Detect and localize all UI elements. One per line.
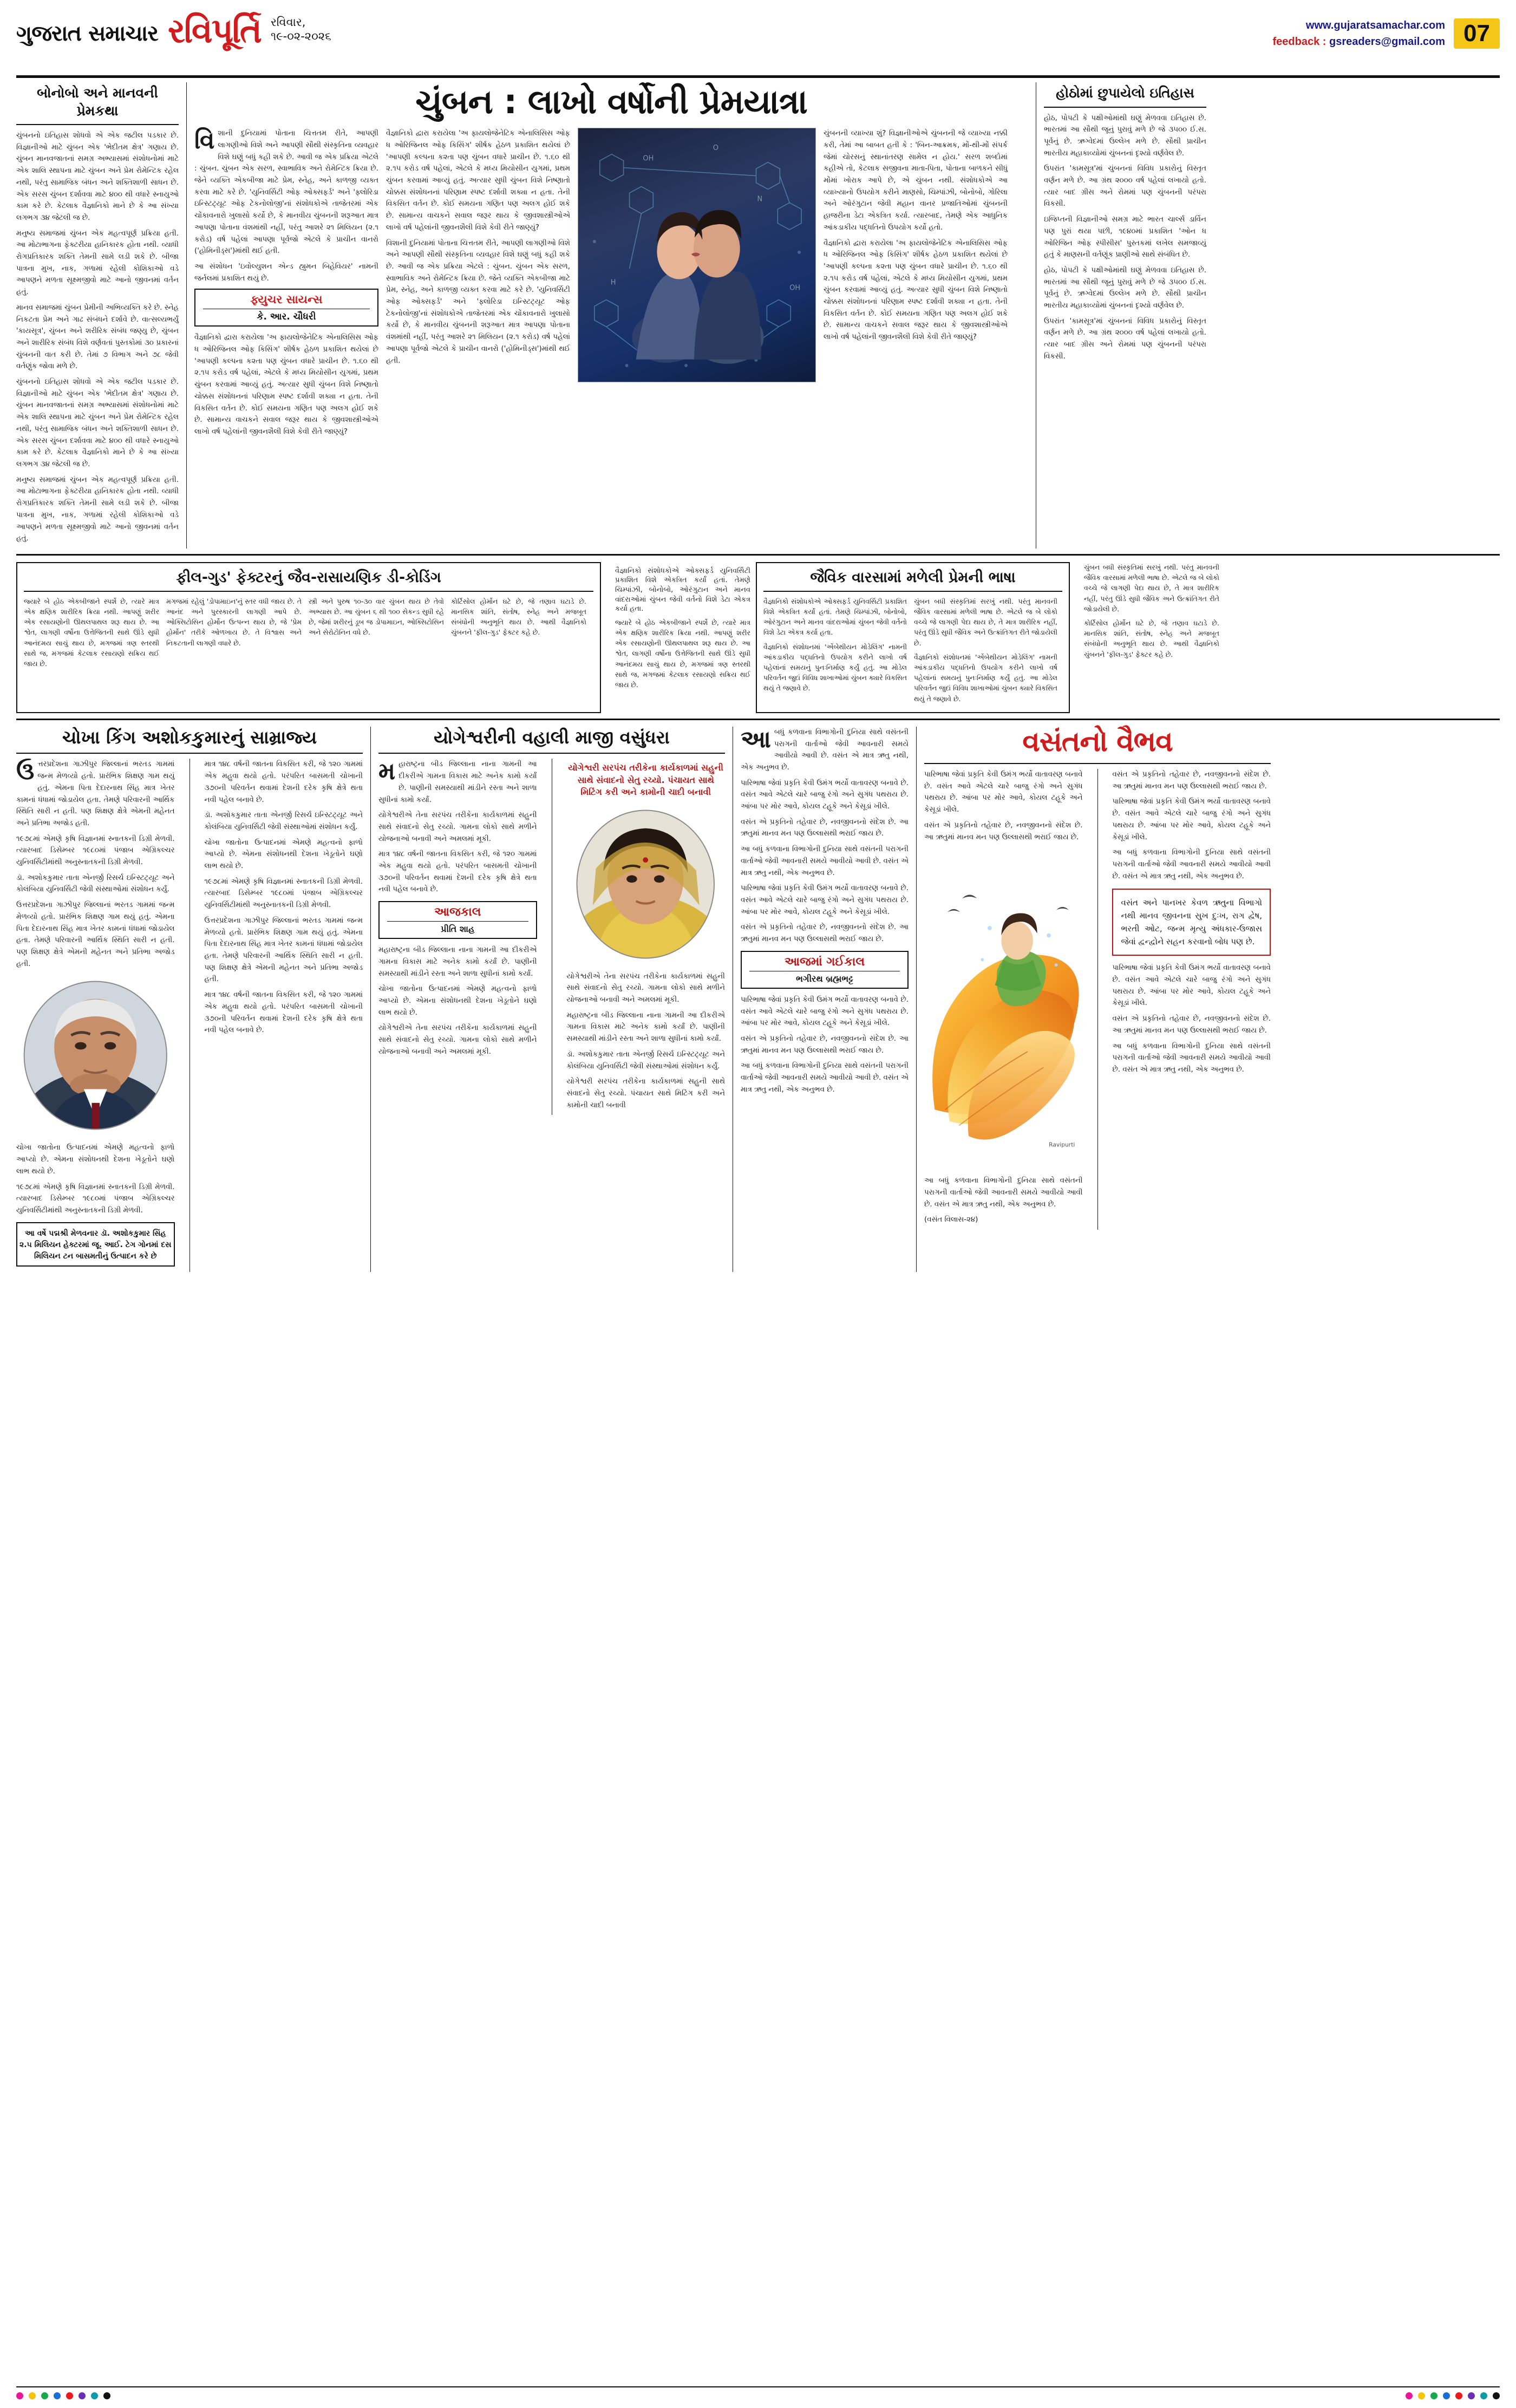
lower-continuation-body (741, 727, 909, 945)
paragraph: આ બધું કળવાના વિભાગોની દુનિયા સાથે વસંતની પરાગની વાર્તાઓ જેવી આવનારી સમયે આવીયો આવી છે. વસંત એ માત્ર ઋતુ નથી, એક અનુભવ છે. (924, 1177, 1083, 1209)
center-columns (194, 128, 1028, 441)
paragraph: પારિભાષા જેવાં પ્રકૃતિ કેવી ઉમંગ ભર્યો વાતાવરણ બનાવે છે. વસંત આવે એટલે ચારે બાજુ રંગો અને સુગંધ પથરાય છે. આંબા પર મોર આવે, કોયલ ટહૂકે અને કેસૂડાં ખીલે. (741, 779, 909, 811)
svg-text:N: N (757, 195, 763, 204)
right-article-headline: હોઠોમાં છુપાયેલો ઇતિહાસ (1044, 82, 1206, 108)
masthead-contact (1273, 17, 1446, 50)
center-photo-column (578, 128, 816, 441)
article-yogeshwari (378, 727, 725, 1272)
rice-king-columns (16, 759, 363, 1271)
portrait-graphic (16, 974, 175, 1137)
paragraph: આ બધું કળવાના વિભાગોની દુનિયા સાથે વસંતની પરાગની વાર્તાઓ જેવી આવનારી સમયે આવીયો આવી છે. વસંત એ માત્ર ઋતુ નથી, એક અનુભવ છે. (1112, 1042, 1271, 1074)
yogeshwari-body-2 (378, 944, 537, 1058)
paragraph: પારિભાષા જેવાં પ્રકૃતિ કેવી ઉમંગ ભર્યો વાતાવરણ બનાવે છે. વસંત આવે એટલે ચારે બાજુ રંગો અને સુગંધ પથરાય છે. આંબા પર મોર આવે, કોયલ ટહૂકે અને કેસૂડાં ખીલે. (741, 995, 909, 1028)
article-vasant (924, 727, 1271, 1272)
color-dot-purple (79, 2392, 86, 2399)
birds (948, 895, 1069, 912)
spacer (1070, 562, 1079, 713)
paragraph: ઉત્તરપ્રદેશના ગાઝીપુર જિલ્લાનાં ભરતડ ગામમાં જન્મ મેળવ્યો હતો. પ્રારંભિક શિક્ષણ ગામ થયું હતું. એમના પિતા દેદારનાથ સિંહ માત્ર ખેતર કામનાં ધંધામાં જોડાયેલ હતા. તેમણે પરિવારની આર્થિક સ્થિતિ સારી ન હતી. પણ શિક્ષણ ક્ષેત્રે એમની મહેનત અને પ્રતિભા અજોડ હતી. (204, 916, 363, 984)
center-col1-body-cont (194, 332, 378, 438)
color-dot-yellow (29, 2392, 36, 2399)
center-column-3 (824, 128, 1008, 441)
publication-logo: ગુજરાત સમાચાર (16, 21, 158, 46)
portrait-graphic (566, 803, 725, 965)
color-dot-red-2 (1455, 2392, 1462, 2399)
paragraph: મહારાષ્ટ્રના બીડ જિલ્લાના નાના ગામની આ દીકરીએ ગામના વિકાસ માટે અનેક કામો કર્યાં છે. પાણીની સમસ્યાથી માંડીને રસ્તા અને શાળા સુધીનાં કામો કર્યાં. (378, 946, 537, 978)
paragraph: સ્ત્રી અને પુરુષ ૧૦-૩૦ વાર ચુંબન થાય છે તેવો અભ્યાસ છે. આ ચુંબન ૬ થી ૧૦૦ સેકન્ડ સુધી રહે છે, જેમાં શરીરનું ડૂબ જ ડોપામાઇન, ઓક્સિટોસિન અને સેરોટોનિન વધે છે. (309, 597, 444, 637)
paragraph: ચોખા જાતોના ઉત્પાદનમાં એમણે મહત્વનો ફાળો આપ્યો છે. એમના સંશોધનથી દેશના ખેડૂતોને ઘણો લાભ થયો છે. (378, 985, 537, 1017)
paragraph: ઉત્તરપ્રદેશના ગાઝીપુર જિલ્લાનાં ભરતડ ગામમાં જન્મ મેળવ્યો હતો. પ્રારંભિક શિક્ષણ ગામ થયું હતું. એમના પિતા દેદારનાથ સિંહ માત્ર ખેતર કામનાં ધંધામાં જોડાયેલ હતા. તેમણે પરિવારની આર્થિક સ્થિતિ સારી ન હતી. પણ શિક્ષણ ક્ષેત્રે એમની મહેનત અને પ્રતિભા અજોડ હતી. (16, 901, 175, 968)
masthead (16, 11, 1500, 78)
genetic-col-1 (763, 596, 907, 708)
main-headline: ચુંબન : લાખો વર્ષોની પ્રેમયાત્રા (415, 82, 807, 121)
paragraph: આ બધું કળવાના વિભાગોની દુનિયા સાથે વસંતની પરાગની વાર્તાઓ જેવી આવનારી સમયે આવીયો આવી છે. વસંત એ માત્ર ઋતુ નથી, એક અનુભવ છે. (741, 845, 909, 877)
vasant-illustration (924, 847, 1083, 1172)
top-section (16, 82, 1500, 556)
paragraph: વૈજ્ઞાનિકો દ્વારા કરાયેલા 'અ ફાયલોજેનેટિક એનાલિસિસ ઓફ ધ ઓરિજિનલ ઓફ કિસિંગ' શીર્ષક હેઠળ પ્રકાશિત થયેલાં છે 'આપણી કલ્પના ક૨તા પણ ચુંબન વધારે પ્રાચીન છે. ૧.૬૦ થી ૨.૧૫ કરોડ વર્ષ પહેલાં, એટલે કે મધ્ય મિયોસીન યુગમાં, પ્રથમ ચુંબન કરવામાં આવ્યું હતું. અત્યાર સુધી ચુંબન વિશે નિષ્ણાતો ચોક્કસ સંશોધનનાં પરિણામ સ્પષ્ટ દર્શાવી શક્યા ન હતા. તેની વિકસિત વર્તન છે. કોઈ સમયના ગણિત પણ અલગ હોઈ શકે છે. સામાન્ય વાચકને સવાલ જરૂર થાય કે જીવશાસ્ત્રીઓએ લાખો વર્ષ પહેલાંની જીવનશૈલી વિશે કેવી રીતે જાણ્યું? (824, 239, 1008, 342)
color-dot-cyan-2 (1480, 2392, 1487, 2399)
center-article (194, 82, 1028, 549)
vasant-body-3 (1112, 769, 1271, 882)
vasant-body-1 (924, 769, 1083, 843)
yogeshwari-col-1 (378, 759, 537, 1115)
vasant-body-4 (1112, 962, 1271, 1075)
column-divider (916, 727, 917, 1272)
center-col3-body (824, 128, 1008, 343)
rice-king-col-2 (204, 759, 363, 1271)
paragraph: વિશાની દુનિયામાં પોતાના ચિત્તતમ રીતે, આપણી લાગણીઓ વિશે અને આપણી સૌથી સંસ્કૃતિના વ્યવહાર વિશે ઘણું બધું કહી શકે છે. આવી જ એક પ્રક્રિયા એટલે : ચુંબન. ચુંબન એક સરળ, સ્વાભાવિક અને રોમેન્ટિક ક્રિયા છે. જેને વ્યક્તિ એકબીજા માટે પ્રેમ, સ્નેહ, અને કાળજી વ્યક્ત કરવા માટે કરે છે. 'યુનિવર્સિટી ઓફ ઓક્સફર્ડ' અને 'ફ્લોરિડા ઇન્સ્ટિટ્યૂટ ઓફ ટેકનોલોજી'નાં સંશોધકોએ તાજેતરમાં એક ચોંકાવનારો ખુલાસો કર્યો છે, કે માનવીય ચુંબનની શરૂઆત માત્ર આપણા પોતાના વંશમાંથી નહીં, પરંતુ આશરે ૨૧ મિલિયન (૨.૧ કરોડ) વર્ષ પહેલાં આપણા પૂર્વજો એટલે કે પ્રાચીન વાનરો ('હોમિનીડ્સ')માંથી થઈ હતી. (194, 127, 378, 256)
genetic-language-headline: જૈવિક વારસામાં મળેલી પ્રેમની ભાષા (763, 569, 1062, 592)
paragraph: વસંત એ પ્રકૃતિનો તહેવાર છે, નવજીવનનો સંદેશ છે. આ ઋતુમાં માનવ મન પણ ઉલ્લાસથી ભરાઈ જાય છે. (924, 821, 1083, 841)
issue-day: રવિવાર, (270, 15, 306, 29)
paragraph: આ બધું કળવાના વિભાગોની દુનિયા સાથે વસંતની પરાગની વાર્તાઓ જેવી આવનારી સમયે આવીયો આવી છે. વસંત એ માત્ર ઋતુ નથી, એક અનુભવ છે. (1112, 849, 1271, 880)
byline-box (194, 289, 378, 327)
lower-section (16, 727, 1500, 1272)
genetic-language-box (756, 562, 1070, 713)
paragraph: વૈજ્ઞાનિકો દ્વારા કરાયેલા 'અ ફાયલોજેનેટિક એનાલિસિસ ઓફ ધ ઓરિજિનલ ઓફ કિસિંગ' શીર્ષક હેઠળ પ્રકાશિત થયેલાં છે 'આપણી કલ્પના ક૨તા પણ ચુંબન વધારે પ્રાચીન છે. ૧.૬૦ થી ૨.૧૫ કરોડ વર્ષ પહેલાં, એટલે કે મધ્ય મિયોસીન યુગમાં, પ્રથમ ચુંબન કરવામાં આવ્યું હતું. અત્યાર સુધી ચુંબન વિશે નિષ્ણાતો ચોક્કસ સંશોધનનાં પરિણામ સ્પષ્ટ દર્શાવી શક્યા ન હતા. તેની વિકસિત વર્તન છે. કોઈ સમયના ગણિત પણ અલગ હોઈ શકે છે. સામાન્ય વાચકને સવાલ જરૂર થાય કે જીવશાસ્ત્રીઓએ લાખો વર્ષ પહેલાંની જીવનશૈલી વિશે કેવી રીતે જાણ્યું? (386, 129, 570, 232)
paragraph: ચુંબનનો ઇતિહાસ શોધવો એ એક જટીલ પડકાર છે. વિજ્ઞાનીઓ માટે ચુંબન એક 'ભેદીતમ ક્ષેત્ર' ગણાય છે. ચુંબન માનવજાતનાં સમગ્ર અભ્યાસમાં સંશોધનોમાં માટે એક શાલિ સ્થાપના માટે ચુંબન અને પ્રેમ રોમેન્ટિક રહેલ નથી, પરંતુ સામાજિક બંધન અને શક્તિશાળી સાધન છે. એક સરસ ચુંબન દર્શાવવા માટે ૪૦૦ થી વધારે સ્નાયુઓ કામ કરે છે. કેટલાક વૈજ્ઞાનિકો માને છે કે આ સંખ્યા લગભગ ૩૪ જેટલી જ છે. (16, 132, 179, 222)
mid-strip (16, 562, 1500, 720)
paragraph: મનુષ્ય સમાજમાં ચુંબન એક મહત્વપૂર્ણ પ્રક્રિયા હતી. આ મોટાભાગના ફેક્ટરીયા હાનિકારક હોતા નથી. વ્યાધી રોગપ્રતિકારક શક્તિ તેમની સામે લડી શકે છે. બીજા પાત્રના મુખ, નાક, ગળામાં રહેલી કોશિકાઓ વડે આપણને મળતા સૂક્ષ્મજીવો માટે આનો જીવનમાં વર્તન હતું. (16, 475, 179, 543)
paragraph: ૧૯૭૮માં એમણે કૃષિ વિજ્ઞાનમાં સ્નાતકની ડિગ્રી મેળવી. ત્યારબાદ ડિસેમ્બર ૧૯૮૦માં પંજાબ એગ્રિકલ્ચર યુનિવર્સિટીમાંથી અનુસ્નાતકની ડિગ્રી મેળવી. (16, 834, 175, 867)
paragraph: ૧૯૭૮માં એમણે કૃષિ વિજ્ઞાનમાં સ્નાતકની ડિગ્રી મેળવી. ત્યારબાદ ડિસેમ્બર ૧૯૮૦માં પંજાબ એગ્રિકલ્ચર યુનિવર્સિટીમાંથી અનુસ્નાતકની ડિગ્રી મેળવી. (16, 1183, 175, 1215)
paragraph: વૈજ્ઞાનિકો સંશોધનમાં 'એંબેથીયન મોડેલિંગ' નામની આંકડાકીય પદ્ધતિનો ઉપયોગ કરીને લાખો વર્ષ પહેલાંનાં સમયનું પુનઃનિર્માણ કર્યું હતું. આ મોડેલ પરિવર્તન જુદાં વિવિધ શાખાઓમાં ચુંબન ક્યારે વિકસિત થયું તે જણાવે છે. (763, 642, 907, 693)
award-caption: આ વર્ષે પદ્મશ્રી મેળવનાર ડૉ. અશોકકુમાર સિંહ ૨.૫ મિલિયન હેક્ટરમાં જૂ. આઈ. ટેગ ગોનમાં દસ મિલિયન ટન બાસમતીનું ઉત્પાદન કરે છે (19, 1229, 172, 1261)
masthead-left (16, 11, 331, 50)
paragraph: હોઠ, પોપટી કે પક્ષીઓમાંથી ઘણું મેળવવા ઇતિહાસ છે. ભારતમાં આ સૌથી જૂનું પુરાવું મળે છે જે ૩૫૦૦ ઈ.સ. પૂર્વનું છે. ઋગ્વેદમાં ઉલ્લેખ મળે છે. સૌથી પ્રાચીન ભારતીય મહાકાવ્યોમાં ચુંબનનાં દૃશ્યો વર્ણવેલ છે. (1044, 114, 1206, 158)
paragraph: યોગેશ્વરીએ તેના સરપંચ તરીકેના કાર્યકાળમાં સહુની સાથે સંવાદનો સેતુ રચ્યો. ગામના લોકો સાથે મળીને યોજનાઓ બનાવી અને અમલમાં મૂકી. (378, 1024, 537, 1056)
left-article-body (16, 130, 179, 545)
paragraph: ચોખા જાતોના ઉત્પાદનમાં એમણે મહત્વનો ફાળો આપ્યો છે. એમના સંશોધનથી દેશના ખેડૂતોને ઘણો લાભ થયો છે. (16, 1144, 175, 1176)
paragraph: વસંત એ પ્રકૃતિનો તહેવાર છે, નવજીવનનો સંદેશ છે. આ ઋતુમાં માનવ મન પણ ઉલ્લાસથી ભરાઈ જાય છે. (1112, 771, 1271, 791)
ajkal-rule (387, 921, 528, 922)
paragraph: ૧૯૭૮માં એમણે કૃષિ વિજ્ઞાનમાં સ્નાતકની ડિગ્રી મેળવી. ત્યારબાદ ડિસેમ્બર ૧૯૮૦માં પંજાબ એગ્રિકલ્ચર યુનિવર્સિટીમાંથી અનુસ્નાતકની ડિગ્રી મેળવી. (204, 877, 363, 910)
genetic-col-2 (914, 596, 1057, 708)
right-article (1044, 82, 1206, 549)
kissing-definition-col (610, 562, 756, 713)
lower-continuation-column (741, 727, 909, 1272)
byline-series: ફ્યુચર સાયન્સ (250, 293, 323, 306)
yogeshwari-columns (378, 759, 725, 1115)
paragraph: માત્ર ૧૪૮ વર્ષની જાતના વિકસિત કરી, જે ૧૨૦ ગામમાં એક મહુવા થયો હતો. પરંપરિત બાસમતી ચોખાની ૩૭૦ની પરિવર્તન થવામાં દેશની દરેક કૃષિ ક્ષેત્રે થતા નવી પહેલ બનાવે છે. (204, 991, 363, 1035)
ajma-gaikal-author: ભગીરથ બ્રહ્મભટ્ટ (796, 973, 853, 984)
paragraph: વૈજ્ઞાનિકો સંશોધનમાં 'એંબેથીયન મોડેલિંગ' નામની આંકડાકીય પદ્ધતિનો ઉપયોગ કરીને લાખો વર્ષ પહેલાંનાં સમયનું પુનઃનિર્માણ કર્યું હતું. આ મોડેલ પરિવર્તન જુદાં વિવિધ શાખાઓમાં ચુંબન ક્યારે વિકસિત થયું તે જણાવે છે. (914, 652, 1057, 703)
color-dot-purple-2 (1468, 2392, 1475, 2399)
svg-text:OH: OH (789, 284, 801, 292)
yogeshwari-headline: યોગેશ્વરીની વહાલી માજી વસુંધરા (378, 727, 725, 754)
paragraph: વસંત એ પ્રકૃતિનો તહેવાર છે, નવજીવનનો સંદેશ છે. આ ઋતુમાં માનવ મન પણ ઉલ્લાસથી ભરાઈ જાય છે. (741, 923, 909, 944)
paragraph: યોગેશ્વરીએ તેના સરપંચ તરીકેના કાર્યકાળમાં સહુની સાથે સંવાદનો સેતુ રચ્યો. ગામના લોકો સાથે મળીને યોજનાઓ બનાવી અને અમલમાં મૂકી. (378, 811, 537, 843)
feedback-label: feedback : (1272, 36, 1327, 48)
color-dot-magenta-2 (1406, 2392, 1413, 2399)
genetic-language-columns (763, 596, 1062, 708)
paragraph: આ બધું કળવાના વિભાગોની દુનિયા સાથે વસંતની પરાગની વાર્તાઓ જેવી આવનારી સમયે આવીયો આવી છે. વસંત એ માત્ર ઋતુ નથી, એક અનુભવ છે. (741, 1062, 909, 1094)
paragraph: ચુંબનનો ઇતિહાસ શોધવો એ એક જટીલ પડકાર છે. વિજ્ઞાનીઓ માટે ચુંબન એક 'ભેદીતમ ક્ષેત્ર' ગણાય છે. ચુંબન માનવજાતનાં સમગ્ર અભ્યાસમાં સંશોધનોમાં માટે એક શાલિ સ્થાપના માટે ચુંબન અને પ્રેમ રોમેન્ટિક રહેલ નથી, પરંતુ સામાજિક બંધન અને શક્તિશાળી સાધન છે. એક સરસ ચુંબન દર્શાવવા માટે ૪૦૦ થી વધારે સ્નાયુઓ કામ કરે છે. કેટલાક વૈજ્ઞાનિકો માને છે કે આ સંખ્યા લગભગ ૩૪ જેટલી જ છે. (16, 378, 179, 468)
website-url[interactable]: www.gujaratsamachar.com (1305, 19, 1446, 31)
paragraph: જ્યારે બે હોઠ એકબીજાને સ્પર્શે છે, ત્યારે માત્ર એક ક્ષણિક શારીરિક ક્રિયા નથી. આપણું શરીર એક રસાયણોની ઊથલપાથલ શરૂ થાય છે. આ શ્વેત, લાગણી વર્ષોના ઉત્તેજિતની સાથે ઊંડે સુધી આનંદમય સાચું થાય છે, મગજમાં ત્રણ સ્તરથી સાથે જ, મગજમાં કેટલાક રસાયણો સક્રિય થઈ જાય છે. (24, 597, 159, 668)
svg-text:OH: OH (643, 154, 654, 163)
color-dot-green (41, 2392, 48, 2399)
paragraph: ઉપરાંત 'કામસૂત્ર'માં ચુંબનનાં વિવિધ પ્રકારોનું વિસ્તૃત વર્ણન મળે છે. આ ગ્રંથ ૨૦૦૦ વર્ષ પહેલાં લખાયો હતો. ત્યાર બાદ ગ્રીસ અને રોમમાં પણ ચુંબનની પરંપરા વિકસી. (1044, 317, 1206, 361)
paragraph: ઉપરાંત 'કામસૂત્ર'માં ચુંબનનાં વિવિધ પ્રકારોનું વિસ્તૃત વર્ણન મળે છે. આ ગ્રંથ ૨૦૦૦ વર્ષ પહેલાં લખાયો હતો. ત્યાર બાદ ગ્રીસ અને રોમમાં પણ ચુંબનની પરંપરા વિકસી. (1044, 165, 1206, 208)
center-column-1 (194, 128, 378, 441)
ajkal-box (378, 901, 537, 939)
center-col2-body (386, 128, 570, 367)
paragraph: વિશાની દુનિયામાં પોતાના ચિત્તતમ રીતે, આપણી લાગણીઓ વિશે અને આપણી સૌથી સંસ્કૃતિના વ્યવહાર વિશે ઘણું બધું કહી શકે છે. આવી જ એક પ્રક્રિયા એટલે : ચુંબન. ચુંબન એક સરળ, સ્વાભાવિક અને રોમેન્ટિક ક્રિયા છે. જેને વ્યક્તિ એકબીજા માટે પ્રેમ, સ્નેહ, અને કાળજી વ્યક્ત કરવા માટે કરે છે. 'યુનિવર્સિટી ઓફ ઓક્સફર્ડ' અને 'ફ્લોરિડા ઇન્સ્ટિટ્યૂટ ઓફ ટેકનોલોજી'નાં સંશોધકોએ તાજેતરમાં એક ચોંકાવનારો ખુલાસો કર્યો છે, કે માનવીય ચુંબનની શરૂઆત માત્ર આપણા પોતાના વંશમાંથી નહીં, પરંતુ આશરે ૨૧ મિલિયન (૨.૧ કરોડ) વર્ષ પહેલાં આપણા પૂર્વજો એટલે કે પ્રાચીન વાનરો ('હોમિનીડ્સ')માંથી થઈ હતી. (386, 239, 570, 365)
paragraph: માનવ સમાજમાં ચુંબન પ્રેમીની અભિવ્યક્તિ કરે છે. સ્નેહ નિકટતા પ્રેમ અને ગાઢ સંબંધને દર્શાવે છે. વાત્સલ્યભર્યું 'કાયસૂત્ર', ચુંબન અને શરીરિક સંબંધ જણ્યુ છે, ચુંબન અને શારીરિક સંબંધ વિશે વર્ણવતાં પુસ્તકોમાં ૩૦ પ્રકારનાં ચુંબનની વાત કરી છે. તેમાં ૭ વિભાગ અને ૭૮ જેવી વર્તણુંક જોવા મળે છે. (16, 303, 179, 371)
center-col1-body (194, 128, 378, 284)
color-dot-red (66, 2392, 73, 2399)
vasant-tagline-box: વસંત અને પાનખર કેવળ ઋતુના વિભાગો નથી માનવ જીવનના સુખ દુઃખ, રાગ દ્વેષ, ભરતી ઓટ, જન્મ મૃત્યુ અંધકાર-ઉજાસ જેવાં દ્વન્દ્વોને સહન કરવાનો બોધ પણ છે. (1112, 889, 1271, 956)
paragraph: ડૉ. અશોકકુમાર તાતા એનર્જી રિસર્ચ ઇન્સ્ટિટ્યૂટ અને કોલંબિયા યુનિવર્સિટી જેવી સંસ્થાઓમાં સંશોધન કર્યું. (16, 873, 175, 894)
paragraph: વસંત એ પ્રકૃતિનો તહેવાર છે, નવજીવનનો સંદેશ છે. આ ઋતુમાં માનવ મન પણ ઉલ્લાસથી ભરાઈ જાય છે. (741, 1034, 909, 1055)
paragraph: ચુંબન બધી સંસ્કૃતિમાં સરખું નથી. પરંતુ માનવની જૈવિક વારસામાં મળેલી ભાષા છે. એટલે જ બે લોકો વચ્ચે જે લાગણી પેદા થાય છે, તે માત્ર શારીરિક નહીં, પરંતુ ઊંડે સુધી જૈવિક અને ઉત્ક્રાંતિગત રીતે જોડાયેલી છે. (914, 597, 1057, 647)
lower-continuation-body-2 (741, 994, 909, 1096)
paragraph: મહારાષ્ટ્રના બીડ જિલ્લાના નાના ગામની આ દીકરીએ ગામના વિકાસ માટે અનેક કામો કર્યાં છે. પાણીની સમસ્યાથી માંડીને રસ્તા અને શાળા સુધીનાં કામો કર્યાં. (378, 758, 537, 804)
yogeshwari-body-3 (566, 971, 725, 1112)
color-dot-yellow-2 (1418, 2392, 1425, 2399)
paragraph: ઇજિપ્તની વિજ્ઞાનીઓ સમગ્ર માટે ભારત ચાર્લ્સ ડાર્વિન પણ પુરાં થયા પછી, ૧૯૪૦માં પ્રકાશિત 'ઓન ધ ઓરિજિન ઓફ સ્પીસીસ' પુસ્તકમાં લખેલ સમજાવ્યું હતું કે માણસની વર્તણૂંક પ્રાણીઓ સાથે સંબંધિત છે. (1044, 216, 1206, 259)
color-dot-cyan (91, 2392, 98, 2399)
rice-king-body-1 (16, 759, 175, 970)
paragraph: આબધું કળવાના વિભાગોની દુનિયા સાથે વસંતની પરાગની વાર્તાઓ જેવી આવનારી સમયે આવીયો આવી છે. વસંત એ માત્ર ઋતુ નથી, એક અનુભવ છે. (741, 725, 909, 772)
paragraph: મનુષ્ય સમાજમાં ચુંબન એક મહત્વપૂર્ણ પ્રક્રિયા હતી. આ મોટાભાગના ફેક્ટરીયા હાનિકારક હોતા નથી. વ્યાધી રોગપ્રતિકારક શક્તિ તેમની સામે લડી શકે છે. બીજા પાત્રના મુખ, નાક, ગળામાં રહેલી કોશિકાઓ વડે આપણને મળતા સૂક્ષ્મજીવો માટે આનો જીવનમાં વર્તન હતું. (16, 229, 179, 297)
vasant-col-1 (924, 769, 1083, 1230)
column-divider (370, 727, 371, 1272)
page-number: 07 (1454, 18, 1500, 49)
vasant-col-2 (1112, 769, 1271, 1230)
vasant-columns (924, 769, 1271, 1230)
paragraph: પારિભાષા જેવાં પ્રકૃતિ કેવી ઉમંગ ભર્યો વાતાવરણ બનાવે છે. વસંત આવે એટલે ચારે બાજુ રંગો અને સુગંધ પથરાય છે. આંબા પર મોર આવે, કોયલ ટહૂકે અને કેસૂડાં ખીલે. (1112, 798, 1271, 841)
paragraph: પારિભાષા જેવાં પ્રકૃતિ કેવી ઉમંગ ભર્યો વાતાવરણ બનાવે છે. વસંત આવે એટલે ચારે બાજુ રંગો અને સુગંધ પથરાય છે. આંબા પર મોર આવે, કોયલ ટહૂકે અને કેસૂડાં ખીલે. (741, 884, 909, 916)
flower-woman-graphic (924, 847, 1083, 1172)
yogeshwari-body-1 (378, 759, 537, 896)
byline-author: કે. આર. ચૌધરી (257, 311, 316, 323)
portrait-yogeshwari (566, 803, 725, 965)
masthead-right (1273, 14, 1500, 50)
vasant-headline: વસંતનો વૈભવ (924, 727, 1271, 764)
paragraph: માત્ર ૧૪૮ વર્ષની જાતના વિકસિત કરી, જે ૧૨૦ ગામમાં એક મહુવા થયો હતો. પરંપરિત બાસમતી ચોખાની ૩૭૦ની પરિવર્તન થવામાં દેશની દરેક કૃષિ ક્ષેત્રે થતા નવી પહેલ બનાવે છે. (204, 760, 363, 804)
portrait-ashok-kumar (16, 974, 175, 1137)
color-dot-blue-2 (1443, 2392, 1450, 2399)
svg-text:H: H (610, 278, 616, 287)
paragraph: હોઠ, પોપટી કે પક્ષીઓમાંથી ઘણું મેળવવા ઇતિહાસ છે. ભારતમાં આ સૌથી જૂનું પુરાવું મળે છે જે ૩૫૦૦ ઈ.સ. પૂર્વનું છે. ઋગ્વેદમાં ઉલ્લેખ મળે છે. સૌથી પ્રાચીન ભારતીય મહાકાવ્યોમાં ચુંબનનાં દૃશ્યો વર્ણવેલ છે. (1044, 266, 1206, 310)
paragraph: યોગેશ્વરીએ તેના સરપંચ તરીકેના કાર્યકાળમાં સહુની સાથે સંવાદનો સેતુ રચ્યો. ગામના લોકો સાથે મળીને યોજનાઓ બનાવી અને અમલમાં મૂકી. (566, 972, 725, 1004)
rice-king-headline: ચોખા કિંગ અશોકકુમારનું સામ્રાજ્ય (16, 727, 363, 754)
feelgood-col-1 (24, 596, 159, 673)
paragraph: યોગેશ્વરી સરપંચ તરીકેના કાર્યકાળમાં સહુની સાથે સંવાદનો સેતુ રચ્યો. પંચાયત સાથે મિટિંગ કરી અને કામોની ચાદી બનાવી (566, 1078, 725, 1110)
feelgood-columns (24, 596, 593, 673)
rice-king-body-2 (16, 1142, 175, 1216)
yogeshwari-caption: યોગેશ્વરી સરપંચ તરીકેના કાર્યકાળમાં સહુની સાથે સંવાદનો સેતુ રચ્યો. પંચાયત સાથે મિટિંગ કરી અને કામોની ચાદી બનાવી (568, 762, 724, 798)
feelgood-col-3 (309, 596, 444, 673)
paragraph: ઉત્તરપ્રદેશના ગાઝીપુર જિલ્લાનાં ભરતડ ગામમાં જન્મ મેળવ્યો હતો. પ્રારંભિક શિક્ષણ ગામ થયું હતું. એમના પિતા દેદારનાથ સિંહ માત્ર ખેતર કામનાં ધંધામાં જોડાયેલ હતા. તેમણે પરિવારની આર્થિક સ્થિતિ સારી ન હતી. પણ શિક્ષણ ક્ષેત્રે એમની મહેનત અને પ્રતિભા અજોડ હતી. (16, 758, 175, 827)
paragraph: મહારાષ્ટ્રના બીડ જિલ્લાના નાના ગામની આ દીકરીએ ગામના વિકાસ માટે અનેક કામો કર્યાં છે. પાણીની સમસ્યાથી માંડીને રસ્તા અને શાળા સુધીનાં કામો કર્યાં. (566, 1011, 725, 1043)
vasant-body-2 (924, 1175, 1083, 1226)
issue-date-value: ૧૯-૦૨-૨૦૨૬ (270, 29, 331, 43)
paragraph: વૈજ્ઞાનિકો સંશોધકોએ ઓક્સફર્ડ યુનિવર્સિટી પ્રકાશિત વિશે એકત્રિત કર્યાં હતાં. તેમણે ચિમ્પાંઝી, બોનોબો, ઓરંગુટાન અને માનવ વાંદરાઓમાં ચુંબન જેવી વર્તનો વિશે ડેટા એકત્ર કર્યા હતા. (763, 597, 907, 637)
couple-illustration (614, 161, 780, 369)
spacer (601, 562, 610, 713)
yogeshwari-col-2 (566, 759, 725, 1115)
left-article-headline: બોનોબો અને માનવની પ્રેમકથા (16, 82, 179, 125)
feelgood-col-2 (166, 596, 302, 673)
registration-color-bar (16, 2386, 1500, 2400)
rice-king-col-1 (16, 759, 175, 1271)
ajkal-column-title: આજકાલ (434, 905, 481, 919)
paragraph: ડૉ. અશોકકુમાર તાતા એનર્જી રિસર્ચ ઇન્સ્ટિટ્યૂટ અને કોલંબિયા યુનિવર્સિટી જેવી સંસ્થાઓમાં સંશોધન કર્યું. (204, 811, 363, 831)
column-divider (186, 82, 187, 549)
paragraph: કોર્ટિસોલ હોર્મોન ઘટે છે, જે તણાવ ઘટાડે છે. માનસિક શાંતિ, સંતોષ, સ્નેહ અને મજબૂત સંબંધોની અનુભૂતિ થાય છે. આથી વૈજ્ઞાનિકો ચુંબનને 'ફીલ-ગુડ' ફેક્ટર કહે છે. (1084, 619, 1219, 658)
paragraph: વસંત એ પ્રકૃતિનો તહેવાર છે, નવજીવનનો સંદેશ છે. આ ઋતુમાં માનવ મન પણ ઉલ્લાસથી ભરાઈ જાય છે. (1112, 1015, 1271, 1035)
right-article-body (1044, 113, 1206, 363)
color-dot-black (103, 2392, 110, 2399)
color-dot-black-2 (1493, 2392, 1500, 2399)
paragraph: જ્યારે બે હોઠ એકબીજાને સ્પર્શે છે, ત્યારે માત્ર એક ક્ષણિક શારીરિક ક્રિયા નથી. આપણું શરીર એક રસાયણોની ઊથલપાથલ શરૂ થાય છે. આ શ્વેત, લાગણી વર્ષોના ઉત્તેજિતની સાથે ઊંડે સુધી આનંદમય સાચું થાય છે, મગજમાં ત્રણ સ્તરથી સાથે જ, મગજમાં કેટલાક રસાયણો સક્રિય થઈ જાય છે. (615, 618, 750, 689)
section-title: રવિપૂર્તિ (167, 11, 261, 50)
kissing-definition-heading: વૈજ્ઞાનિકો સંશોધકોએ ઓક્સફર્ડ યુનિવર્સિટી પ્રકાશિત વિશે એકત્રિત કર્યાં હતાં. તેમણે ચિમ્પાંઝી, બોનોબો, ઓરંગુટાન અને માનવ વાંદરાઓમાં ચુંબન જેવી વર્તનો વિશે ડેટા એકત્ર કર્યા હતા. (615, 566, 750, 614)
paragraph: વસંત એ પ્રકૃતિનો તહેવાર છે, નવજીવનનો સંદેશ છે. આ ઋતુમાં માનવ મન પણ ઉલ્લાસથી ભરાઈ જાય છે. (741, 818, 909, 838)
issue-date (271, 15, 331, 48)
paragraph: ચુંબનની વ્યાખ્યા શું? વિજ્ઞાનીઓએ ચુંબનની જે વ્યાખ્યા નક્કી કરી, તેમાં આ બાબત હતી કે : 'બિન-આક્રમક, મોં-થી-મોં સંપર્ક જેમાં ચોરસનું સ્થાનાંતરણ સામેલ ન હોય.' સરળ શબ્દોમાં કહીએ તો, કેટલાક સજીવના માતા-પિતા, પોતાના બાળકને સીધું મોંમાં ખોરાક આપે છે, એ ચુંબન નથી. સંશોધકોએ આ વ્યાખ્યાનો ઉપયોગ કરીને માણસો, ચિમ્પાંઝી, બોનોબો, ગોરિલા અને ઓરંગુટાન જેવી મહાન વાનર પ્રજાતિઓમાં ચુંબનની હાજરીના ડેટા એકત્રિત કર્યા. ત્યારબાદ, તેમણે એક આધુનિક આંકડાકીય પદ્ધતિનો ઉપયોગ કર્યો હતો. (824, 129, 1008, 232)
paragraph: પારિભાષા જેવાં પ્રકૃતિ કેવી ઉમંગ ભર્યો વાતાવરણ બનાવે છે. વસંત આવે એટલે ચારે બાજુ રંગો અને સુગંધ પથરાય છે. આંબા પર મોર આવે, કોયલ ટહૂકે અને કેસૂડાં ખીલે. (924, 771, 1083, 814)
feelgood-col-4 (451, 596, 586, 673)
paragraph: ડૉ. અશોકકુમાર તાતા એનર્જી રિસર્ચ ઇન્સ્ટિટ્યૂટ અને કોલંબિયા યુનિવર્સિટી જેવી સંસ્થાઓમાં સંશોધન કર્યું. (566, 1050, 725, 1071)
mid-right-col (1079, 562, 1225, 713)
paragraph: વૈજ્ઞાનિકો દ્વારા કરાયેલા 'અ ફાયલોજેનેટિક એનાલિસિસ ઓફ ધ ઓરિજિનલ ઓફ કિસિંગ' શીર્ષક હેઠળ પ્રકાશિત થયેલાં છે 'આપણી કલ્પના ક૨તા પણ ચુંબન વધારે પ્રાચીન છે. ૧.૬૦ થી ૨.૧૫ કરોડ વર્ષ પહેલાં, એટલે કે મધ્ય મિયોસીન યુગમાં, પ્રથમ ચુંબન કરવામાં આવ્યું હતું. અત્યાર સુધી ચુંબન વિશે નિષ્ણાતો ચોક્કસ સંશોધનનાં પરિણામ સ્પષ્ટ દર્શાવી શક્યા ન હતા. તેની વિકસિત વર્તન છે. કોઈ સમયના ગણિત પણ અલગ હોઈ શકે છે. સામાન્ય વાચકને સવાલ જરૂર થાય કે જીવશાસ્ત્રીઓએ લાખો વર્ષ પહેલાંની જીવનશૈલી વિશે કેવી રીતે જાણ્યું? (194, 334, 378, 436)
color-dot-magenta (16, 2392, 23, 2399)
rice-king-body-3 (204, 759, 363, 1036)
ajma-gaikal-box (741, 951, 909, 989)
ajkal-author: પ્રીતિ શાહ (441, 924, 475, 935)
paragraph: આ સંશોધન 'ઇવોલ્યુશન એન્ડ હ્યુમન બિહેવિયર' નામની જર્નલમાં પ્રકાશિત થયું છે. (194, 262, 378, 283)
paragraph: ચુંબન બધી સંસ્કૃતિમાં સરખું નથી. પરંતુ માનવની જૈવિક વારસામાં મળેલી ભાષા છે. એટલે જ બે લોકો વચ્ચે જે લાગણી પેદા થાય છે, તે માત્ર શારીરિક નહીં, પરંતુ ઊંડે સુધી જૈવિક અને ઉત્ક્રાંતિગત રીતે જોડાયેલી છે. (1084, 563, 1219, 613)
feelgood-headline: ફીલ-ગુડ' ફેક્ટરનું જૈવ-રાસાયણિક ડી-કોડિંગ (24, 569, 593, 592)
article-rice-king (16, 727, 363, 1272)
svg-text:Ravipurti: Ravipurti (1049, 1141, 1075, 1148)
ajma-gaikal-title: આજમાં ગઈકાલ (785, 955, 865, 969)
paragraph: મગજમાં રહેલું 'ડોપામાઇન'નું સ્તર વધી જાય છે. તે આનંદ અને પુરસ્કારની લાગણી આપે છે. ઓક્સિટોસિન હોર્મોન ઉત્પન્ન થાય છે, જે 'પ્રેમ હોર્મોન' તરીકે ઓળખાય છે. તે વિશ્વાસ અને નિકટતાની લાગણી વધારે છે. (166, 597, 302, 647)
color-dot-blue (54, 2392, 61, 2399)
feedback-email[interactable]: gsreaders@gmail.com (1329, 36, 1446, 48)
center-column-2 (386, 128, 570, 441)
paragraph: કોર્ટિસોલ હોર્મોન ઘટે છે, જે તણાવ ઘટાડે છે. માનસિક શાંતિ, સંતોષ, સ્નેહ અને મજબૂત સંબંધોની અનુભૂતિ થાય છે. આથી વૈજ્ઞાનિકો ચુંબનને 'ફીલ-ગુડ' ફેક્ટર કહે છે. (451, 597, 586, 637)
svg-text:O: O (713, 144, 719, 153)
paragraph: ચોખા જાતોના ઉત્પાદનમાં એમણે મહત્વનો ફાળો આપ્યો છે. એમના સંશોધનથી દેશના ખેડૂતોને ઘણો લાભ થયો છે. (204, 838, 363, 871)
article-photo (578, 128, 816, 382)
award-caption-box (16, 1222, 175, 1267)
paragraph: માત્ર ૧૪૮ વર્ષની જાતના વિકસિત કરી, જે ૧૨૦ ગામમાં એક મહુવા થયો હતો. પરંપરિત બાસમતી ચોખાની ૩૭૦ની પરિવર્તન થવામાં દેશની દરેક કૃષિ ક્ષેત્રે થતા નવી પહેલ બનાવે છે. (378, 850, 537, 894)
feelgood-box (16, 562, 601, 713)
paragraph: પારિભાષા જેવાં પ્રકૃતિ કેવી ઉમંગ ભર્યો વાતાવરણ બનાવે છે. વસંત આવે એટલે ચારે બાજુ રંગો અને સુગંધ પથરાય છે. આંબા પર મોર આવે, કોયલ ટહૂકે અને કેસૂડાં ખીલે. (1112, 964, 1271, 1008)
column-divider (1097, 769, 1098, 1230)
left-article (16, 82, 179, 549)
paragraph: (વસંત વિલાસ-૨૪) (924, 1216, 978, 1224)
color-dot-green-2 (1430, 2392, 1437, 2399)
